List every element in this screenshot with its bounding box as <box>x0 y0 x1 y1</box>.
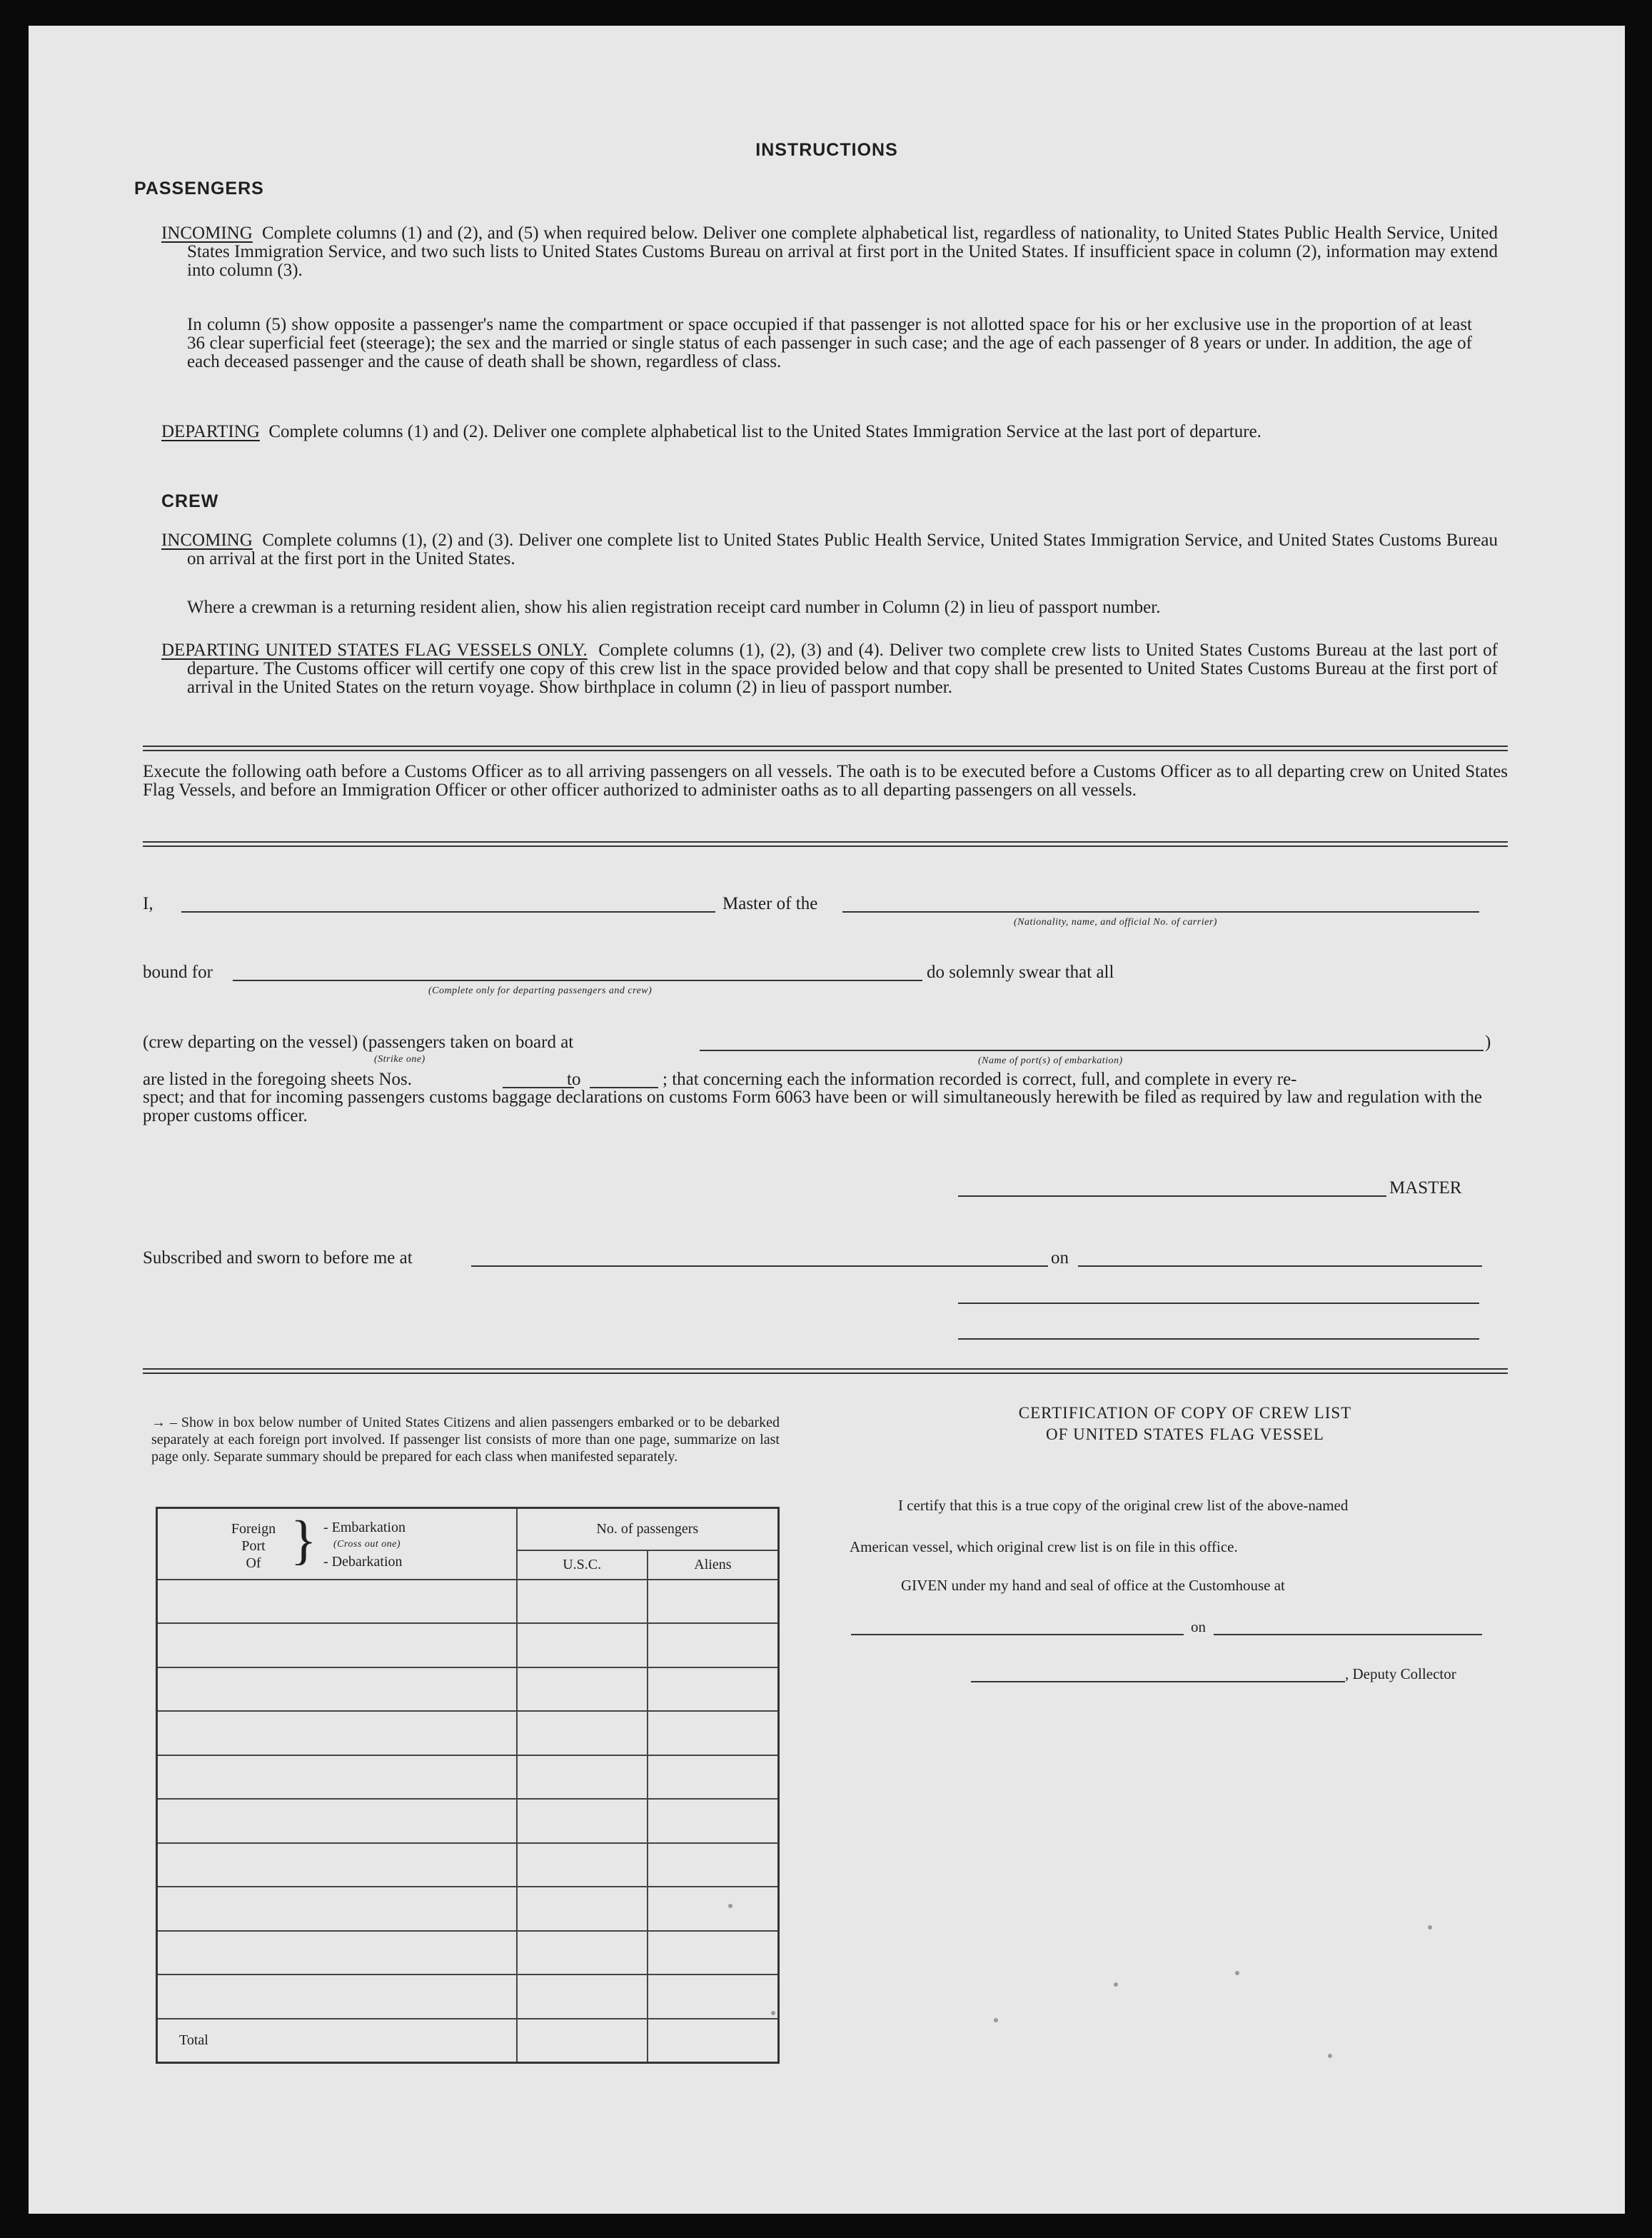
sworn-place-field[interactable] <box>471 1265 1048 1267</box>
aliens-cell[interactable] <box>648 1843 779 1887</box>
aliens-cell[interactable] <box>648 1623 779 1667</box>
ports-hint: (Name of port(s) of embarkation) <box>978 1055 1123 1066</box>
usc-cell[interactable] <box>517 1887 648 1931</box>
total-label: Total <box>157 2019 517 2063</box>
cert-on-label: on <box>1191 1618 1206 1635</box>
usc-cell[interactable] <box>517 1843 648 1887</box>
crew-departing-paragraph <box>161 641 1498 697</box>
scan-speck <box>1428 1925 1432 1930</box>
given-text: GIVEN under my hand and seal of office at the Customhouse at <box>901 1577 1285 1594</box>
usc-cell[interactable] <box>517 1711 648 1755</box>
cross-out-hint: (Cross out one) <box>333 1539 401 1550</box>
scan-speck <box>994 2018 998 2022</box>
passengers-incoming-label: INCOMING <box>161 224 253 243</box>
passengers-column5-paragraph: In column (5) show opposite a passenger's name the compartment or space occupied if that passenger is not allotted space for his or her exclusive use in the proportion of at least 36 clear superficial feet (steerage); the sex and the married or single status of each passenger in such case; and the age of each passenger of 8 years or under. In addition, the age of each deceased passenger and the cause of death shall be shown, regardless of class. <box>187 315 1472 371</box>
usc-cell[interactable] <box>517 1799 648 1843</box>
embarkation-options <box>323 1519 406 1570</box>
bound-for-label: bound for <box>143 963 213 982</box>
embarkation-ports-field[interactable] <box>700 1050 1484 1051</box>
master-name-field[interactable] <box>181 911 715 913</box>
foreign-label: Foreign <box>231 1521 276 1537</box>
aliens-cell[interactable] <box>648 1755 779 1800</box>
sworn-date-field[interactable] <box>1078 1265 1482 1267</box>
embarkation-label: - Embarkation <box>323 1520 406 1535</box>
passengers-departing-text: Complete columns (1) and (2). Deliver one complete alphabetical list to the United States Immigration Service at the last port of departure. <box>268 422 1261 441</box>
port-cell[interactable] <box>157 1974 517 2019</box>
strike-one-hint: (Strike one) <box>374 1054 425 1065</box>
usc-cell[interactable] <box>517 1580 648 1624</box>
arrow-icon: → – <box>151 1415 181 1430</box>
port-label: Port <box>241 1538 266 1554</box>
scan-speck <box>1114 1982 1118 1987</box>
usc-cell[interactable] <box>517 1974 648 2019</box>
sworn-on-label: on <box>1051 1248 1069 1268</box>
crew-departing-text: (crew departing on the vessel) (passengers taken on board at <box>143 1033 574 1052</box>
form-page <box>29 26 1625 2214</box>
deputy-signature-field[interactable] <box>971 1681 1345 1682</box>
port-cell[interactable] <box>157 1843 517 1887</box>
cert-date-field[interactable] <box>1214 1634 1482 1635</box>
crew-incoming-text: Complete columns (1), (2) and (3). Deliver one complete list to United States Public Health Service, United States Immigration Service, and United States Customs Bureau on arrival at the first port in the United States. <box>187 531 1498 568</box>
passengers-departing-paragraph <box>161 423 1498 441</box>
aliens-cell[interactable] <box>648 1931 779 1975</box>
crew-incoming-label: INCOMING <box>161 531 253 550</box>
port-cell[interactable] <box>157 1755 517 1800</box>
carrier-hint: (Nationality, name, and official No. of carrier) <box>1014 917 1217 928</box>
oath-execute-paragraph: Execute the following oath before a Customs Officer as to all arriving passengers on all vessels. The oath is to be executed before a Customs Officer as to all departing crew on United States Flag Vessels, and before an Immigration Officer or other officer authorized to administer oaths as to all departing passengers on all vessels. <box>143 762 1508 800</box>
officer-title-field[interactable] <box>958 1338 1479 1340</box>
foreign-port-of <box>221 1520 286 1572</box>
aliens-header: Aliens <box>648 1550 779 1580</box>
port-cell[interactable] <box>157 1887 517 1931</box>
crew-incoming-paragraph <box>161 531 1498 568</box>
master-signature-field[interactable] <box>958 1195 1386 1197</box>
no-of-passengers-header: No. of passengers <box>517 1508 779 1550</box>
bound-for-field[interactable] <box>233 980 922 981</box>
port-cell[interactable] <box>157 1931 517 1975</box>
aliens-total-cell[interactable] <box>648 2019 779 2063</box>
usc-header: U.S.C. <box>517 1550 648 1580</box>
usc-cell[interactable] <box>517 1667 648 1712</box>
brace-icon: } <box>291 1510 317 1570</box>
crew-heading: CREW <box>161 491 219 511</box>
certification-title-line-2: OF UNITED STATES FLAG VESSEL <box>1046 1425 1324 1443</box>
passengers-heading: PASSENGERS <box>134 179 264 199</box>
listed-text-3: spect; and that for incoming passengers customs baggage declarations on customs Form 6063 have been or will simultaneously herewith be filed as required by law and regulation with the proper customs officer. <box>143 1088 1482 1125</box>
usc-total-cell[interactable] <box>517 2019 648 2063</box>
summary-note <box>151 1414 780 1465</box>
of-label: Of <box>246 1555 261 1571</box>
crew-alien-paragraph: Where a crewman is a returning resident alien, show his alien registration receipt card number in Column (2) in lieu of passport number. <box>187 598 1161 617</box>
listed-text-2: ; that concerning each the information recorded is correct, full, and complete in every re- <box>663 1070 1297 1089</box>
american-vessel-text: American vessel, which original crew list is on file in this office. <box>850 1538 1238 1555</box>
certification-title-line-1: CERTIFICATION OF COPY OF CREW LIST <box>1018 1404 1352 1422</box>
to-label: to <box>567 1070 581 1089</box>
port-header-cell <box>157 1508 517 1580</box>
summary-note-text: Show in box below number of United States Citizens and alien passengers embarked or to be debarked separately at each foreign port involved. If passenger list consists of more than one page, summarize on last page only. Separate summary should be prepared for each class when manifested separately. <box>151 1415 780 1465</box>
usc-cell[interactable] <box>517 1931 648 1975</box>
instructions-title: INSTRUCTIONS <box>755 140 898 160</box>
customhouse-field[interactable] <box>851 1634 1184 1635</box>
port-cell[interactable] <box>157 1667 517 1712</box>
port-cell[interactable] <box>157 1580 517 1624</box>
section-divider-1 <box>143 746 1508 751</box>
listed-text-1: are listed in the foregoing sheets Nos. <box>143 1070 412 1089</box>
section-divider-3 <box>143 1368 1508 1374</box>
aliens-cell[interactable] <box>648 1667 779 1712</box>
aliens-cell[interactable] <box>648 1711 779 1755</box>
scan-speck <box>728 1904 732 1908</box>
section-divider-2 <box>143 841 1508 847</box>
crew-departing-text: Complete columns (1), (2), (3) and (4). Deliver two complete crew lists to United States Customs Bureau at the last port of departure. The Customs officer will certify one copy of this crew list in the space provided below and that copy shall be presented to United States Customs Bureau at the first port of arrival in the United States on the return voyage. Show birthplace in column (2) in lieu of passport number. <box>187 641 1499 697</box>
passengers-departing-label: DEPARTING <box>161 422 260 441</box>
passenger-summary-table <box>156 1507 780 2064</box>
port-cell[interactable] <box>157 1711 517 1755</box>
master-of-the-label: Master of the <box>722 894 818 913</box>
aliens-cell[interactable] <box>648 1799 779 1843</box>
port-cell[interactable] <box>157 1623 517 1667</box>
debarkation-label: - Debarkation <box>323 1554 403 1570</box>
passengers-incoming-text: Complete columns (1) and (2), and (5) when required below. Deliver one complete alphabetical list, regardless of nationality, to United States Public Health Service, United States Immigration Service, and two such lists to United States Customs Bureau on arrival at first port in the United States. If insufficient space in column (2), information may extend into column (3). <box>187 224 1499 280</box>
bound-for-hint: (Complete only for departing passengers and crew) <box>428 985 653 996</box>
officer-signature-field[interactable] <box>958 1303 1479 1304</box>
crew-departing-label: DEPARTING UNITED STATES FLAG VESSELS ONLY. <box>161 641 588 660</box>
scan-speck <box>1235 1971 1239 1975</box>
subscribed-label: Subscribed and sworn to before me at <box>143 1248 413 1268</box>
aliens-cell[interactable] <box>648 1974 779 2019</box>
oath-i-label: I, <box>143 894 153 913</box>
master-label: MASTER <box>1389 1178 1462 1198</box>
usc-cell[interactable] <box>517 1755 648 1800</box>
swear-text: do solemnly swear that all <box>927 963 1114 982</box>
port-cell[interactable] <box>157 1799 517 1843</box>
close-paren: ) <box>1485 1033 1491 1052</box>
scan-speck <box>1328 2054 1332 2058</box>
aliens-cell[interactable] <box>648 1887 779 1931</box>
carrier-field[interactable] <box>842 911 1479 913</box>
usc-cell[interactable] <box>517 1623 648 1667</box>
certify-text: I certify that this is a true copy of the original crew list of the above-named <box>898 1497 1349 1514</box>
certification-title <box>871 1402 1499 1445</box>
aliens-cell[interactable] <box>648 1580 779 1624</box>
passengers-incoming-paragraph <box>161 224 1498 280</box>
deputy-collector-label: , Deputy Collector <box>1345 1665 1456 1682</box>
scan-speck <box>771 2011 775 2015</box>
